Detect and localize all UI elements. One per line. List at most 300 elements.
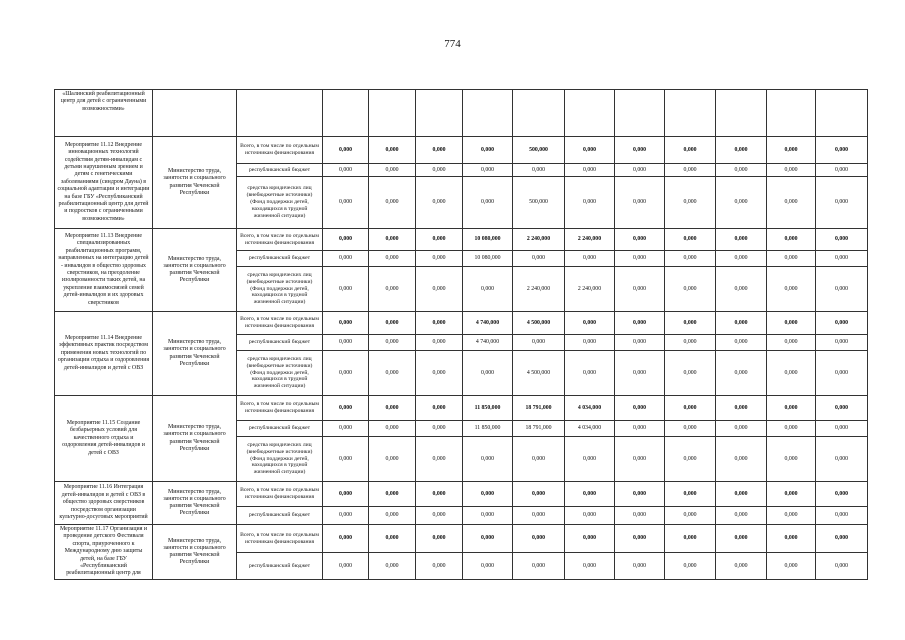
total-amount-cell-text: 0,000 — [338, 490, 353, 497]
total-amount-cell-text: 4 500,000 — [526, 319, 551, 326]
amount-cell-text: 0,000 — [683, 166, 697, 173]
funding-source — [237, 164, 323, 177]
activity-name-text: Мероприятие 11.12 Внедрение инновационных технологий содействия детям-инвалидам с детьми нарушенным зрением и детям с генетическими заболеваниями (синдром Дауна) в социальной адаптации и интеграции на базе ГБУ «Республиканский реабилитационный центр для детей и подростков с ограниченными возможностями» — [57, 141, 150, 222]
funding-source-text: Всего, в том числе по отдельным источникам финансирования — [240, 316, 319, 329]
total-amount-cell — [323, 525, 369, 553]
amount-cell — [416, 177, 463, 229]
amount-cell — [665, 507, 716, 525]
total-amount-cell-text: 0,000 — [632, 404, 647, 411]
funding-source-text: республиканский бюджет — [248, 166, 311, 173]
activity-name — [55, 137, 153, 229]
total-amount-cell — [716, 482, 767, 507]
total-amount-cell — [513, 525, 565, 553]
total-amount-cell — [369, 525, 416, 553]
amount-cell-text: 0,000 — [480, 166, 495, 173]
amount-cell-text: 11 850,000 — [474, 425, 501, 431]
total-amount-cell-text: 0,000 — [834, 490, 849, 497]
amount-cell-text: 0,000 — [632, 285, 647, 292]
total-amount-cell — [565, 312, 615, 335]
amount-cell — [369, 421, 416, 437]
funding-source — [237, 507, 323, 525]
amount-cell-text: 0,000 — [632, 369, 647, 376]
funding-source-text: средства юридических лиц (внебюджетные источники) (Фонд поддержки детей, находящихся в трудной жизненной ситуации) — [246, 355, 313, 390]
total-amount-cell-text: 0,000 — [632, 146, 647, 153]
amount-cell-text: 0,000 — [338, 166, 353, 173]
amount-cell-text: 0,000 — [734, 285, 748, 292]
total-amount-cell — [615, 396, 665, 421]
amount-cell — [816, 553, 868, 580]
total-amount-cell — [416, 525, 463, 553]
amount-cell-text: 0,000 — [784, 562, 798, 569]
amount-cell-text: 0,000 — [683, 562, 697, 569]
empty-cell — [153, 90, 237, 137]
amount-cell — [615, 437, 665, 482]
amount-cell — [565, 251, 615, 267]
amount-cell — [369, 553, 416, 580]
total-amount-cell-text: 0,000 — [734, 319, 748, 326]
empty-cell — [323, 90, 369, 137]
amount-cell — [767, 164, 816, 177]
amount-cell — [323, 507, 369, 525]
amount-cell — [816, 351, 868, 396]
amount-cell-text: 0,000 — [582, 199, 597, 205]
amount-cell-text: 0,000 — [385, 512, 399, 518]
activity-name-text: Мероприятие 11.17 Организация и проведение детского Фестиваля спорта, приуроченного к Международному дню защиты детей, на базе ГБУ «Республиканский реабилитационный центр для — [59, 526, 148, 577]
amount-cell-text: 0,000 — [632, 166, 647, 173]
amount-cell — [416, 164, 463, 177]
amount-cell-text: 0,000 — [385, 425, 399, 431]
amount-cell-text: 4 034,000 — [577, 425, 602, 431]
total-amount-cell-text: 0,000 — [480, 490, 495, 497]
empty-cell — [565, 90, 615, 137]
amount-cell-text: 0,000 — [683, 199, 697, 205]
total-amount-cell — [565, 137, 615, 164]
total-amount-cell — [816, 312, 868, 335]
amount-cell-text: 0,000 — [734, 562, 748, 569]
amount-cell — [513, 553, 565, 580]
total-amount-cell — [323, 229, 369, 251]
total-amount-cell — [369, 396, 416, 421]
amount-cell-text: 0,000 — [385, 339, 399, 345]
amount-cell — [513, 267, 565, 312]
amount-cell — [323, 335, 369, 351]
amount-cell — [565, 267, 615, 312]
total-amount-cell — [816, 525, 868, 553]
amount-cell-text: 0,000 — [683, 285, 697, 292]
amount-cell — [463, 251, 513, 267]
amount-cell — [816, 421, 868, 437]
total-amount-cell-text: 0,000 — [632, 490, 647, 497]
total-amount-cell-text: 0,000 — [432, 146, 446, 153]
total-amount-cell-text: 2 240,000 — [577, 236, 602, 242]
amount-cell — [416, 267, 463, 312]
amount-cell — [565, 351, 615, 396]
amount-cell-text: 0,000 — [834, 455, 849, 462]
amount-cell — [513, 251, 565, 267]
total-amount-cell-text: 0,000 — [834, 319, 849, 326]
total-amount-cell — [416, 396, 463, 421]
amount-cell-text: 0,000 — [734, 166, 748, 173]
amount-cell-text: 0,000 — [338, 199, 353, 205]
total-amount-cell-text: 4 034,000 — [577, 404, 602, 411]
amount-cell-text: 2 240,000 — [526, 285, 551, 292]
amount-cell — [369, 507, 416, 525]
total-amount-cell-text: 0,000 — [784, 535, 798, 541]
total-amount-cell — [615, 137, 665, 164]
total-amount-cell — [463, 396, 513, 421]
amount-cell — [615, 507, 665, 525]
empty-cell — [767, 90, 816, 137]
total-amount-cell-text: 0,000 — [582, 146, 597, 153]
amount-cell — [615, 177, 665, 229]
amount-cell — [565, 437, 615, 482]
amount-cell-text: 10 080,000 — [474, 255, 501, 261]
total-amount-cell — [665, 229, 716, 251]
total-amount-cell — [767, 525, 816, 553]
total-amount-cell — [767, 482, 816, 507]
amount-cell-text: 0,000 — [480, 512, 495, 518]
responsible-executor — [153, 396, 237, 482]
amount-cell — [323, 267, 369, 312]
total-amount-cell-text: 0,000 — [734, 490, 748, 497]
amount-cell — [513, 351, 565, 396]
amount-cell — [615, 164, 665, 177]
amount-cell — [767, 421, 816, 437]
total-amount-cell — [816, 396, 868, 421]
funding-source-text: средства юридических лиц (внебюджетные источники) (Фонд поддержки детей, находящихся в трудной жизненной ситуации) — [246, 271, 313, 306]
total-amount-cell — [615, 482, 665, 507]
total-amount-cell — [716, 525, 767, 553]
total-amount-cell — [463, 482, 513, 507]
amount-cell-text: 0,000 — [531, 512, 546, 518]
total-amount-cell-text: 0,000 — [834, 535, 849, 541]
total-amount-cell-text: 0,000 — [338, 236, 353, 242]
activity-name-text: Мероприятие 11.16 Интеграция детей-инвалидов и детей с ОВЗ в общество здоровых сверстников посредством организации культурно-досуговых мероприятий — [59, 484, 148, 521]
amount-cell — [416, 507, 463, 525]
amount-cell-text: 0,000 — [834, 562, 849, 569]
amount-cell-text: 0,000 — [582, 512, 597, 518]
total-amount-cell — [665, 525, 716, 553]
total-amount-cell — [369, 137, 416, 164]
total-amount-cell-text: 0,000 — [683, 319, 697, 326]
amount-cell-text: 0,000 — [834, 339, 849, 345]
total-amount-cell-text: 0,000 — [385, 319, 399, 326]
amount-cell-text: 0,000 — [385, 255, 399, 261]
empty-cell — [369, 90, 416, 137]
amount-cell-text: 0,000 — [432, 455, 446, 462]
amount-cell — [565, 335, 615, 351]
total-amount-cell-text: 0,000 — [531, 535, 546, 541]
amount-cell-text: 0,000 — [432, 255, 446, 261]
amount-cell-text: 0,000 — [683, 455, 697, 462]
amount-cell-text: 0,000 — [432, 425, 446, 431]
amount-cell — [767, 437, 816, 482]
responsible-executor — [153, 229, 237, 312]
amount-cell — [816, 251, 868, 267]
total-amount-cell — [816, 482, 868, 507]
empty-cell — [665, 90, 716, 137]
amount-cell-text: 0,000 — [784, 339, 798, 345]
funding-source — [237, 421, 323, 437]
amount-cell — [323, 437, 369, 482]
amount-cell — [463, 507, 513, 525]
amount-cell — [565, 177, 615, 229]
amount-cell — [665, 553, 716, 580]
amount-cell — [665, 335, 716, 351]
amount-cell — [369, 164, 416, 177]
amount-cell — [665, 437, 716, 482]
amount-cell-text: 0,000 — [683, 512, 697, 518]
amount-cell-text: 0,000 — [338, 512, 353, 518]
amount-cell-text: 18 791,000 — [525, 425, 552, 431]
amount-cell-text: 0,000 — [531, 562, 546, 569]
total-amount-cell-text: 0,000 — [632, 236, 647, 242]
total-amount-cell-text: 0,000 — [582, 535, 597, 541]
total-amount-cell-text: 0,000 — [432, 535, 446, 541]
total-amount-cell — [463, 312, 513, 335]
total-amount-cell-text: 0,000 — [834, 146, 849, 153]
amount-cell — [323, 164, 369, 177]
total-amount-cell — [615, 312, 665, 335]
amount-cell-text: 0,000 — [531, 455, 546, 462]
amount-cell-text: 0,000 — [734, 199, 748, 205]
total-amount-cell — [513, 137, 565, 164]
total-amount-cell — [416, 229, 463, 251]
amount-cell — [513, 421, 565, 437]
amount-cell-text: 0,000 — [734, 455, 748, 462]
amount-cell — [463, 267, 513, 312]
total-amount-cell — [565, 482, 615, 507]
amount-cell-text: 0,000 — [632, 425, 647, 431]
activity-name-text: Мероприятие 11.14 Внедрение эффективных практик посредством применения новых технологий по организации отдыха и оздоровления детей-инвалидов и детей с ОВЗ — [57, 334, 150, 371]
amount-cell-text: 0,000 — [480, 285, 495, 292]
amount-cell-text: 0,000 — [338, 455, 353, 462]
continued-activity-name — [55, 90, 153, 137]
amount-cell — [665, 177, 716, 229]
total-amount-cell-text: 0,000 — [432, 319, 446, 326]
total-amount-cell-text: 10 080,000 — [474, 236, 501, 242]
amount-cell-text: 0,000 — [683, 255, 697, 261]
funding-source-text: республиканский бюджет — [248, 512, 311, 519]
amount-cell — [767, 507, 816, 525]
amount-cell — [716, 421, 767, 437]
amount-cell-text: 0,000 — [834, 285, 849, 292]
amount-cell — [416, 335, 463, 351]
amount-cell — [716, 507, 767, 525]
responsible-executor-text: Министерство труда, занятости и социального развития Чеченской Республики — [163, 537, 226, 566]
funding-source-text: средства юридических лиц (внебюджетные источники) (Фонд поддержки детей, находящихся в трудной жизненной ситуации) — [246, 185, 313, 219]
total-amount-cell — [767, 137, 816, 164]
amount-cell-text: 0,000 — [338, 369, 353, 376]
amount-cell — [615, 267, 665, 312]
amount-cell-text: 0,000 — [834, 255, 849, 261]
activity-name — [55, 482, 153, 525]
responsible-executor-text: Министерство труда, занятости и социального развития Чеченской Республики — [163, 424, 226, 452]
total-amount-cell-text: 0,000 — [338, 146, 353, 153]
total-amount-cell — [565, 525, 615, 553]
amount-cell-text: 0,000 — [338, 255, 353, 261]
amount-cell — [615, 553, 665, 580]
amount-cell-text: 0,000 — [582, 166, 597, 173]
funding-source — [237, 335, 323, 351]
total-amount-cell — [416, 137, 463, 164]
activity-name — [55, 525, 153, 580]
total-amount-cell — [463, 229, 513, 251]
total-amount-cell-text: 0,000 — [385, 535, 399, 541]
amount-cell-text: 0,000 — [632, 255, 647, 261]
amount-cell — [323, 351, 369, 396]
funding-source — [237, 137, 323, 164]
amount-cell — [816, 335, 868, 351]
activity-name-text: Мероприятие 11.13 Внедрение специализированных реабилитационных программ, направленных на интеграцию детей - инвалидов в общество здоровых сверстников, на преодоление изолированности таких детей, на укрепление взаимосвязей семей детей-инвалидов и их здоровых сверстников — [58, 232, 149, 306]
amount-cell-text: 0,000 — [432, 562, 446, 569]
amount-cell-text: 0,000 — [784, 199, 798, 205]
amount-cell — [463, 351, 513, 396]
amount-cell — [463, 421, 513, 437]
total-amount-cell — [416, 482, 463, 507]
funding-source — [237, 437, 323, 482]
funding-source-text: республиканский бюджет — [248, 339, 311, 346]
amount-cell — [463, 164, 513, 177]
activity-name-text: Мероприятие 11.15 Создание безбарьерных условий для качественного отдыха и оздоровления детей-инвалидов и детей с ОВЗ — [62, 419, 145, 456]
total-amount-cell-text: 4 740,000 — [475, 319, 500, 326]
total-amount-cell — [716, 229, 767, 251]
funding-source — [237, 396, 323, 421]
total-amount-cell — [767, 229, 816, 251]
amount-cell — [463, 437, 513, 482]
total-amount-cell — [323, 482, 369, 507]
amount-cell-text: 0,000 — [480, 562, 495, 569]
amount-cell — [665, 251, 716, 267]
total-amount-cell-text: 500,000 — [529, 146, 548, 153]
funding-source — [237, 312, 323, 335]
amount-cell-text: 0,000 — [338, 562, 353, 569]
total-amount-cell-text: 0,000 — [683, 146, 697, 153]
amount-cell — [513, 164, 565, 177]
amount-cell-text: 0,000 — [480, 455, 495, 462]
amount-cell — [816, 437, 868, 482]
funding-source — [237, 229, 323, 251]
amount-cell-text: 0,000 — [385, 455, 399, 462]
amount-cell-text: 0,000 — [432, 199, 446, 205]
amount-cell — [665, 267, 716, 312]
total-amount-cell — [615, 525, 665, 553]
funding-source — [237, 267, 323, 312]
total-amount-cell — [513, 312, 565, 335]
empty-cell — [237, 90, 323, 137]
activity-name — [55, 312, 153, 396]
funding-source-text: Всего, в том числе по отдельным источникам финансирования — [240, 232, 319, 246]
amount-cell-text: 0,000 — [582, 255, 597, 261]
amount-cell-text: 0,000 — [834, 512, 849, 518]
amount-cell — [816, 507, 868, 525]
total-amount-cell — [323, 137, 369, 164]
total-amount-cell — [816, 137, 868, 164]
activity-name — [55, 396, 153, 482]
amount-cell-text: 0,000 — [784, 285, 798, 292]
amount-cell-text: 0,000 — [432, 512, 446, 518]
total-amount-cell — [323, 312, 369, 335]
empty-cell — [416, 90, 463, 137]
funding-source-text: республиканский бюджет — [248, 425, 311, 432]
amount-cell-text: 0,000 — [632, 199, 647, 205]
amount-cell-text: 0,000 — [784, 166, 798, 173]
amount-cell — [816, 164, 868, 177]
funding-source — [237, 482, 323, 507]
amount-cell — [716, 437, 767, 482]
amount-cell-text: 0,000 — [385, 562, 399, 569]
total-amount-cell-text: 0,000 — [338, 319, 353, 326]
amount-cell-text: 0,000 — [683, 369, 697, 376]
amount-cell — [665, 164, 716, 177]
amount-cell — [716, 351, 767, 396]
amount-cell — [463, 335, 513, 351]
amount-cell — [513, 177, 565, 229]
total-amount-cell-text: 0,000 — [480, 535, 495, 541]
amount-cell-text: 2 240,000 — [577, 285, 602, 292]
amount-cell — [513, 335, 565, 351]
funding-source — [237, 553, 323, 580]
total-amount-cell-text: 0,000 — [784, 236, 798, 242]
amount-cell-text: 0,000 — [784, 512, 798, 518]
total-amount-cell-text: 0,000 — [683, 236, 697, 242]
amount-cell-text: 0,000 — [734, 255, 748, 261]
amount-cell-text: 0,000 — [632, 455, 647, 462]
amount-cell-text: 0,000 — [784, 455, 798, 462]
empty-cell — [463, 90, 513, 137]
funding-source-text: республиканский бюджет — [248, 562, 311, 569]
amount-cell-text: 0,000 — [683, 339, 697, 345]
amount-cell-text: 0,000 — [784, 255, 798, 261]
total-amount-cell — [369, 229, 416, 251]
responsible-executor — [153, 137, 237, 229]
amount-cell — [767, 335, 816, 351]
amount-cell — [716, 177, 767, 229]
total-amount-cell-text: 0,000 — [784, 319, 798, 326]
amount-cell-text: 4 500,000 — [526, 369, 551, 376]
funding-source-text: Всего, в том числе по отдельным источникам финансирования — [240, 143, 319, 156]
total-amount-cell-text: 0,000 — [480, 146, 495, 153]
total-amount-cell-text: 0,000 — [432, 236, 446, 242]
empty-cell — [513, 90, 565, 137]
amount-cell-text: 0,000 — [582, 455, 597, 462]
amount-cell-text: 0,000 — [734, 425, 748, 431]
amount-cell — [716, 335, 767, 351]
funding-source-text: республиканский бюджет — [248, 255, 311, 262]
funding-source-text: Всего, в том числе по отдельным источникам финансирования — [240, 487, 319, 500]
funding-source — [237, 351, 323, 396]
amount-cell — [665, 421, 716, 437]
amount-cell — [767, 177, 816, 229]
amount-cell-text: 0,000 — [385, 199, 399, 205]
total-amount-cell — [369, 482, 416, 507]
total-amount-cell-text: 0,000 — [531, 490, 546, 497]
amount-cell — [513, 507, 565, 525]
amount-cell — [323, 251, 369, 267]
total-amount-cell-text: 0,000 — [683, 535, 697, 541]
amount-cell-text: 0,000 — [432, 166, 446, 173]
total-amount-cell-text: 0,000 — [582, 319, 597, 326]
amount-cell-text: 0,000 — [683, 425, 697, 431]
amount-cell — [323, 553, 369, 580]
amount-cell — [463, 553, 513, 580]
amount-cell-text: 0,000 — [734, 369, 748, 376]
amount-cell-text: 0,000 — [385, 166, 399, 173]
total-amount-cell — [513, 396, 565, 421]
total-amount-cell — [665, 482, 716, 507]
amount-cell-text: 0,000 — [531, 255, 546, 261]
responsible-executor — [153, 482, 237, 525]
